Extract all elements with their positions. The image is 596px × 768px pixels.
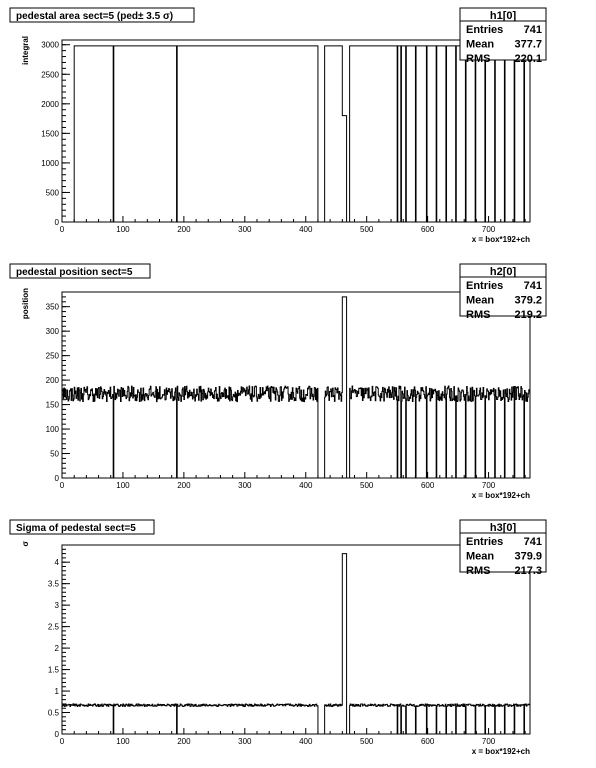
stats-name: h2[0] [489,266,517,278]
stats-label-rms: RMS [466,53,491,65]
x-tick-label: 500 [360,481,374,490]
stats-box [460,264,546,321]
stats-value-mean: 379.9 [514,550,542,563]
y-tick-label: 50 [50,449,59,459]
stats-label-mean: Mean [466,38,495,51]
y-axis-label: position [21,288,30,320]
x-tick-label: 100 [116,481,130,490]
x-axis-label: x = box*192+ch [471,491,530,500]
x-tick-label: 300 [238,737,252,746]
plot-frame [62,40,530,222]
stats-label-mean: Mean [466,294,495,307]
stats-value-mean: 379.2 [514,294,542,307]
chart-title: pedestal area sect=5 (ped± 3.5 σ) [16,11,174,22]
x-tick-label: 700 [481,481,496,490]
y-tick-label: 0 [54,474,59,483]
stats-value-rms: 219.2 [514,309,542,321]
y-tick-label: 2000 [41,99,59,109]
stats-label-entries: Entries [466,24,504,36]
y-tick-label: 3000 [41,40,59,50]
chart-panel-1 [10,8,546,244]
x-tick-label: 0 [59,481,65,490]
y-axis-label: integral [21,36,30,65]
y-tick-label: 2500 [41,70,59,80]
histogram-line [62,46,530,222]
histogram-line [62,554,530,734]
y-tick-label: 0 [54,730,59,739]
stats-value-mean: 377.7 [514,38,542,51]
y-tick-label: 300 [45,327,59,337]
y-tick-label: 4 [54,558,59,568]
x-tick-label: 600 [420,225,435,234]
stats-label-rms: RMS [466,309,491,321]
y-tick-label: 1.5 [47,665,59,675]
stats-name: h1[0] [489,10,517,22]
x-tick-label: 700 [481,225,496,234]
stats-value-entries: 741 [523,536,542,548]
stats-value-entries: 741 [523,24,542,36]
x-tick-label: 400 [299,737,313,746]
y-tick-label: 200 [45,376,59,386]
y-tick-label: 250 [45,351,59,361]
y-tick-label: 0 [54,218,59,227]
y-tick-label: 1500 [41,129,59,139]
chart-panel-3 [10,520,546,756]
chart-panel-2 [10,264,546,500]
chart-title: pedestal position sect=5 [16,267,133,278]
x-tick-label: 300 [238,481,252,490]
x-tick-label: 200 [177,225,191,234]
x-tick-label: 0 [59,737,65,746]
stats-label-mean: Mean [466,550,495,563]
stats-label-entries: Entries [466,536,504,548]
y-tick-label: 150 [45,400,59,410]
x-axis-label: x = box*192+ch [471,747,530,756]
y-tick-label: 3.5 [47,579,59,589]
x-tick-label: 300 [238,225,252,234]
x-tick-label: 400 [299,481,313,490]
x-tick-label: 500 [360,225,374,234]
stats-value-rms: 217.3 [514,565,542,577]
x-tick-label: 200 [177,481,191,490]
y-tick-label: 100 [45,425,59,435]
y-tick-label: 3 [54,601,59,611]
x-tick-label: 0 [59,225,65,234]
y-tick-label: 2.5 [47,622,59,632]
y-tick-label: 1000 [41,158,59,168]
x-tick-label: 400 [299,225,313,234]
x-tick-label: 200 [177,737,191,746]
x-tick-label: 500 [360,737,374,746]
stats-label-entries: Entries [466,280,504,292]
stats-box [460,8,546,65]
y-tick-label: 1 [54,687,59,697]
stats-value-rms: 220.1 [514,53,542,65]
x-tick-label: 600 [420,737,435,746]
x-tick-label: 700 [481,737,496,746]
y-tick-label: 500 [45,188,59,198]
x-tick-label: 600 [420,481,435,490]
x-tick-label: 100 [116,737,130,746]
x-tick-label: 100 [116,225,130,234]
chart-title: Sigma of pedestal sect=5 [16,523,136,534]
y-tick-label: 350 [45,302,59,312]
y-tick-label: 2 [54,644,59,654]
plot-frame [62,292,530,478]
x-axis-label: x = box*192+ch [471,235,530,244]
stats-name: h3[0] [489,522,517,534]
stats-box [460,520,546,577]
stats-value-entries: 741 [523,280,542,292]
stats-label-rms: RMS [466,565,491,577]
y-tick-label: 0.5 [47,708,59,718]
y-axis-label: σ [21,541,30,547]
